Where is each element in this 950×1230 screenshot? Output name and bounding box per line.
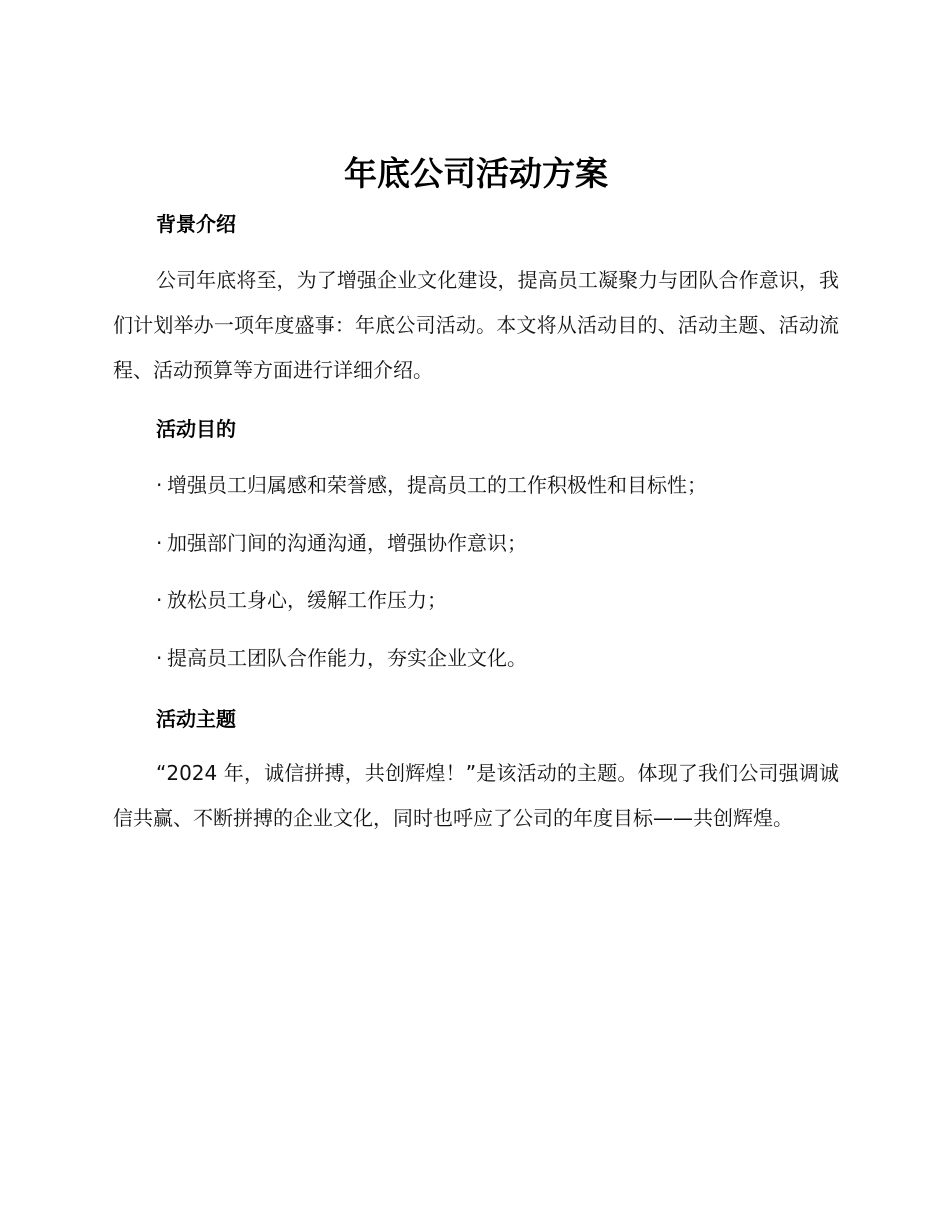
purpose-list-item (113, 515, 839, 573)
purpose-list-item (113, 457, 839, 515)
bullet-dot-icon: · (156, 588, 163, 612)
bullet-dot-icon: · (156, 473, 163, 497)
purpose-item-text: 放松员工身心，缓解工作压力； (167, 588, 447, 612)
background-paragraph: 公司年底将至，为了增强企业文化建设，提高员工凝聚力与团队合作意识，我们计划举办一项年度盛事：年底公司活动。本文将从活动目的、活动主题、活动流程、活动预算等方面进行详细介绍。 (113, 268, 839, 382)
document-title: 年底公司活动方案 (344, 154, 608, 193)
bullet-dot-icon: · (156, 645, 163, 670)
theme-paragraph: “2024 年，诚信拼搏，共创辉煌！”是该活动的主题。体现了我们公司强调诚信共赢、不断拼搏的企业文化，同时也呼应了公司的年度目标——共创辉煌。 (113, 761, 839, 830)
section-heading-background: 背景介绍 (156, 212, 236, 236)
purpose-item-text: 加强部门间的沟通沟通，增强协作意识； (167, 530, 527, 555)
document-body (113, 148, 839, 841)
section-heading-theme: 活动主题 (156, 707, 236, 731)
section-heading-purpose: 活动目的 (156, 417, 236, 441)
purpose-list (113, 457, 839, 687)
purpose-item-text: 提高员工团队合作能力，夯实企业文化。 (167, 645, 527, 670)
purpose-list-item (113, 630, 839, 688)
purpose-list-item (113, 572, 839, 630)
purpose-item-text: 增强员工归属感和荣誉感，提高员工的工作积极性和目标性； (167, 473, 707, 497)
bullet-dot-icon: · (156, 530, 163, 555)
